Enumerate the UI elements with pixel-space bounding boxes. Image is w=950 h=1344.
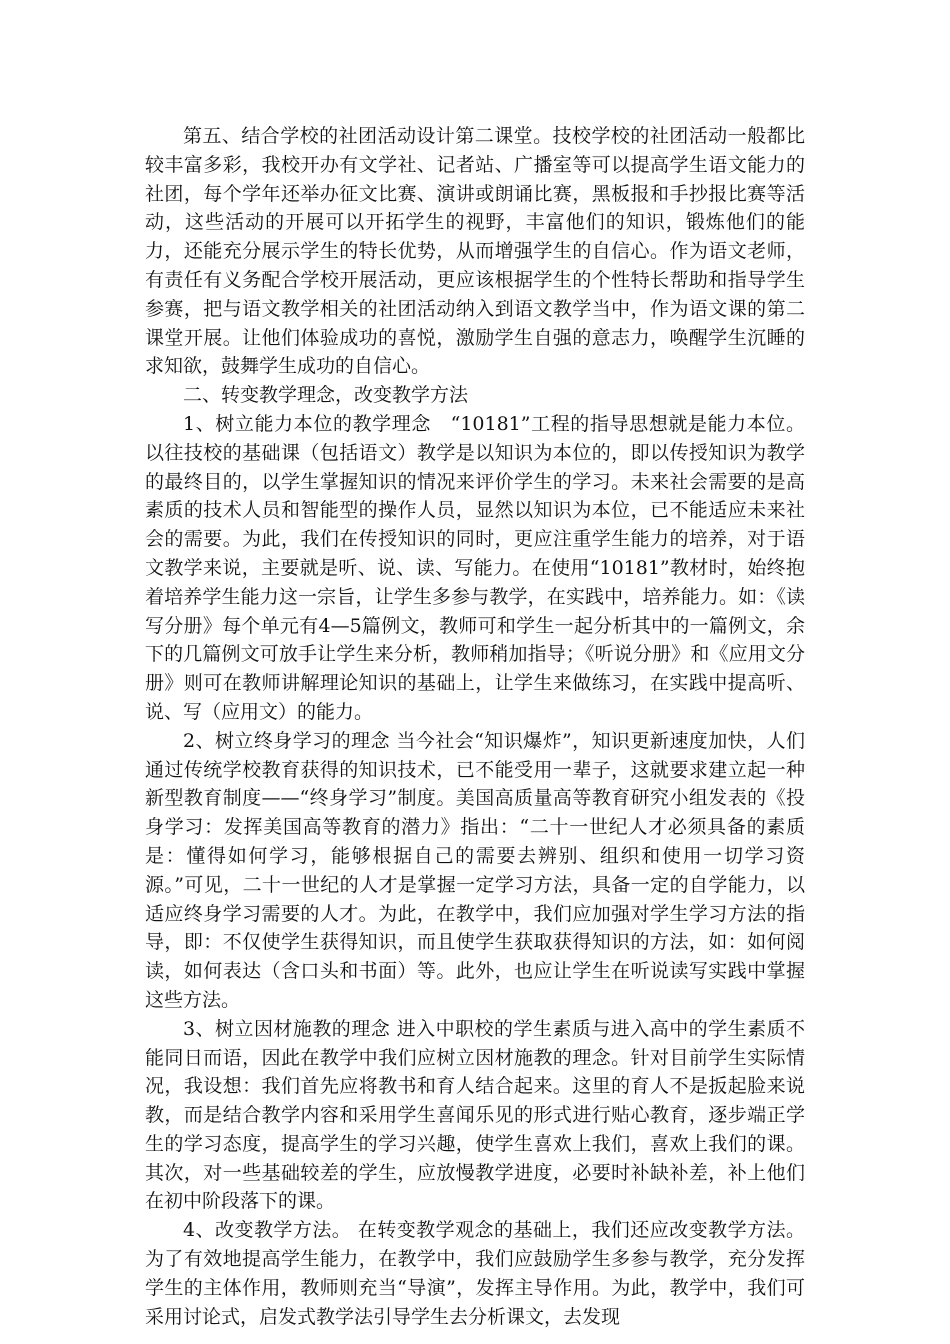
section-heading-two: 二、转变教学理念，改变教学方法 [183,384,469,407]
paragraph-individualized-teaching: 3、树立因材施教的理念 进入中职校的学生素质与进入高中的学生素质不能同日而语，因此在教学中我们应树立因材施教的理念。针对目前学生实际情况，我设想：我们首先应将教书和育人结合起来。这里的育人不是扳起脸来说教，而是结合教学内容和采用学生喜闻乐见的形式进行贴心教育，逐步端正学生的学习态度，提高学生的学习兴趣，使学生喜欢上我们，喜欢上我们的课。其次，对一些基础较差的学生，应放慢教学进度，必要时补缺补差，补上他们在初中阶段落下的课。 [145,1017,805,1213]
paragraph-change-teaching-methods: 4、改变教学方法。 在转变教学观念的基础上，我们还应改变教学方法。为了有效地提高学生能力，在教学中，我们应鼓励学生多参与教学，充分发挥学生的主体作用，教师则充当“导演”，发挥主导作用。为此，教学中，我们可采用讨论式，启发式教学法引导学生去分析课文，去发现 [145,1219,805,1328]
paragraph-ability-based-teaching: 1、树立能力本位的教学理念 “10181”工程的指导思想就是能力本位。以往技校的基础课（包括语文）教学是以知识为本位的，即以传授知识为教学的最终目的，以学生掌握知识的情况来评价学生的学习。未来社会需要的是高素质的技术人员和智能型的操作人员，显然以知识为本位，已不能适应未来社会的需要。为此，我们在传授知识的同时，更应注重学生能力的培养，对于语文教学来说，主要就是听、说、读、写能力。在使用“10181”教材时，始终抱着培养学生能力这一宗旨，让学生多参与教学，在实践中，培养能力。如：《读写分册》每个单元有4—5篇例文，教师可和学生一起分析其中的一篇例文，余下的几篇例文可放手让学生来分析，教师稍加指导；《听说分册》和《应用文分册》则可在教师讲解理论知识的基础上，让学生来做练习，在实践中提高听、说、写（应用文）的能力。 [145,412,805,723]
document-body [145,122,805,1331]
paragraph-fifth-club-activities: 第五、结合学校的社团活动设计第二课堂。技校学校的社团活动一般都比较丰富多彩，我校开办有文学社、记者站、广播室等可以提高学生语文能力的社团，每个学年还举办征文比赛、演讲或朗诵比赛，黑板报和手抄报比赛等活动，这些活动的开展可以开拓学生的视野，丰富他们的知识，锻炼他们的能力，还能充分展示学生的特长优势，从而增强学生的自信心。作为语文老师，有责任有义务配合学校开展活动，更应该根据学生的个性特长帮助和指导学生参赛，把与语文教学相关的社团活动纳入到语文教学当中，作为语文课的第二课堂开展。让他们体验成功的喜悦，激励学生自强的意志力，唤醒学生沉睡的求知欲，鼓舞学生成功的自信心。 [145,125,805,378]
paragraph-lifelong-learning: 2、树立终身学习的理念 当今社会“知识爆炸”，知识更新速度加快，人们通过传统学校教育获得的知识技术，已不能受用一辈子，这就要求建立起一种新型教育制度——“终身学习”制度。美国高质量高等教育研究小组发表的《投身学习：发挥美国高等教育的潜力》指出：“二十一世纪人才必须具备的素质是：懂得如何学习，能够根据自己的需要去辨别、组织和使用一切学习资源。”可见，二十一世纪的人才是掌握一定学习方法，具备一定的自学能力，以适应终身学习需要的人才。为此，在教学中，我们应加强对学生学习方法的指导，即：不仅使学生获得知识，而且使学生获取获得知识的方法，如：如何阅读，如何表达（含口头和书面）等。此外，也应让学生在听说读写实践中掌握这些方法。 [145,729,805,1011]
